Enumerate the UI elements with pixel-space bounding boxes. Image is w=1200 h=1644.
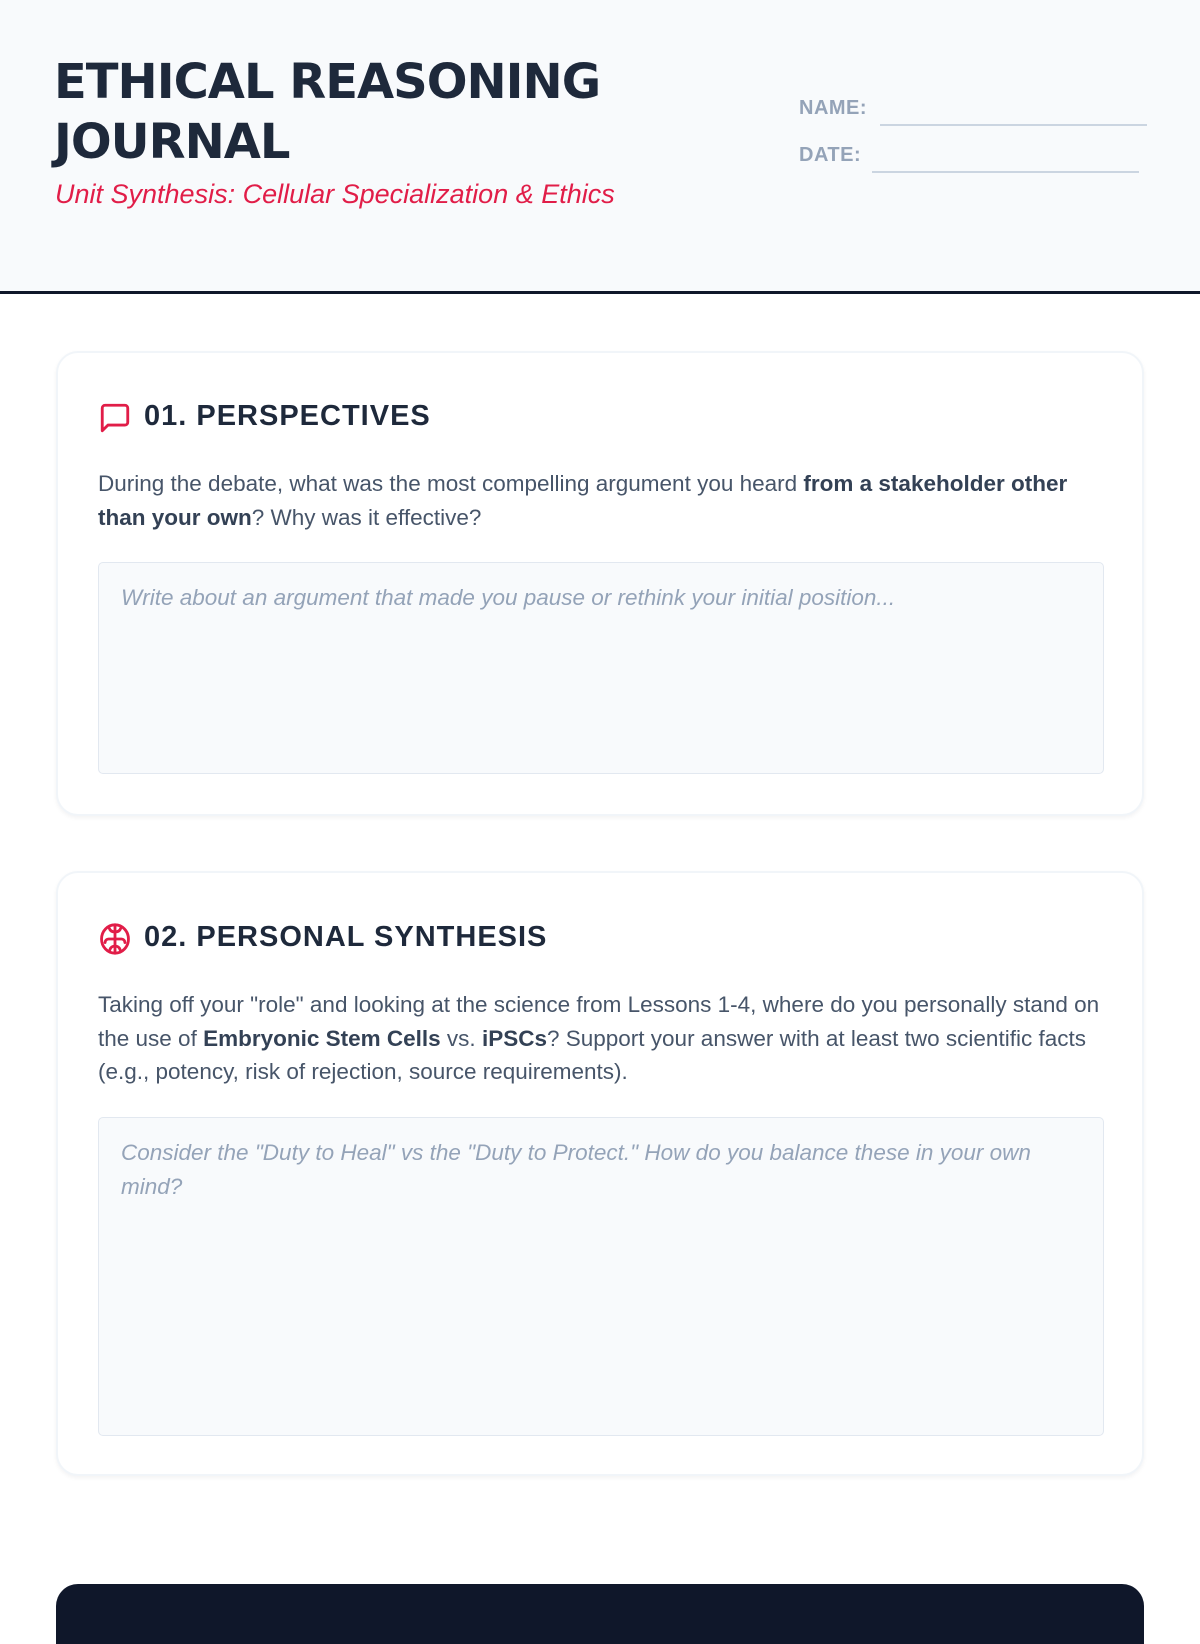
date-field[interactable]: [872, 171, 1139, 173]
name-field[interactable]: [880, 124, 1147, 126]
personal-synthesis-card: [56, 871, 1144, 1476]
emphasis-text: from a stakeholder other than your own: [98, 471, 1068, 530]
perspectives-answer-input[interactable]: [98, 562, 1104, 774]
page-header: [0, 0, 1200, 294]
section-prompt: During the debate, what was the most compelling argument you heard from a stakeholder other than your own? Why was it effective?: [98, 471, 1068, 530]
emphasis-text: Embryonic Stem Cells: [203, 1025, 441, 1051]
name-label: NAME:: [799, 97, 868, 119]
chat-bubble-icon: [98, 401, 132, 435]
section-heading: 01. PERSPECTIVES: [144, 400, 431, 432]
brain-icon: [98, 922, 132, 956]
page-title: ETHICAL REASONING JOURNAL: [54, 54, 601, 170]
emphasis-text: iPSCs: [481, 1025, 547, 1051]
page-subtitle: Unit Synthesis: Cellular Specialization & Ethics: [55, 179, 615, 209]
date-label: DATE:: [799, 144, 862, 166]
perspectives-card: [56, 351, 1144, 816]
personal-synthesis-answer-input[interactable]: [98, 1117, 1104, 1436]
section-prompt: Taking off your "role" and looking at the science from Lessons 1-4, where do you personally stand on the use of Embryonic Stem Cells vs. iPSCs? Support your answer with at least two scientific facts (e.g., potency, risk of rejection, source requirements).: [98, 992, 1100, 1084]
footer-bar: [56, 1584, 1144, 1644]
section-heading: 02. PERSONAL SYNTHESIS: [144, 921, 548, 953]
